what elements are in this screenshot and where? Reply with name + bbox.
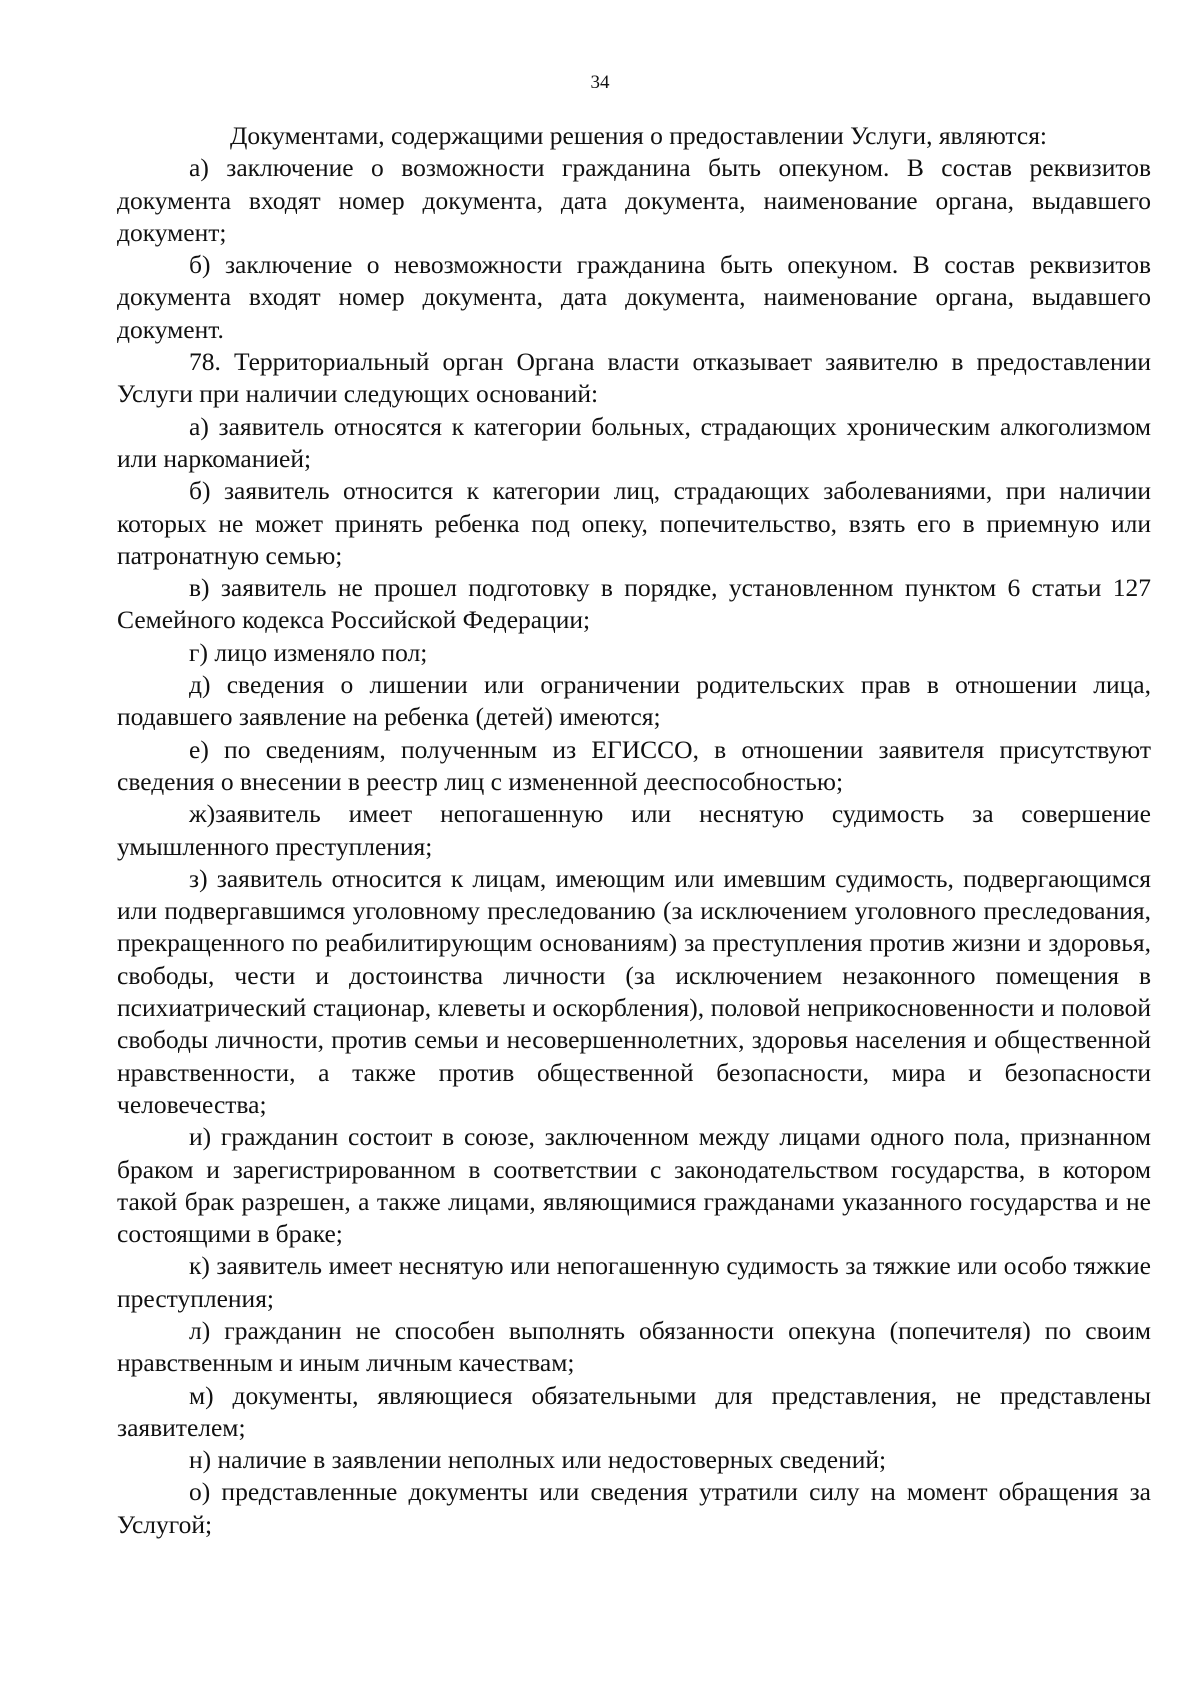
paragraph-ground-e: е) по сведениям, полученным из ЕГИССО, в отношении заявителя присутствуют сведения о внесении в реестр лиц с измененной дееспособностью; <box>117 734 1151 796</box>
paragraph-intro: Документами, содержащими решения о предоставлении Услуги, являются: <box>230 121 1048 150</box>
paragraph-ground-b: б) заявитель относится к категории лиц, страдающих заболеваниями, при наличии которых не может принять ребенка под опеку, попечительство, взять его в приемную или патронатную семью; <box>117 476 1151 570</box>
paragraph-ground-d: д) сведения о лишении или ограничении родительских прав в отношении лица, подавшего заявление на ребенка (детей) имеются; <box>117 670 1151 732</box>
paragraph-ground-g: г) лицо изменяло пол; <box>189 637 428 667</box>
paragraph-item-a-possibility: а) заключение о возможности гражданина быть опекуном. В состав реквизитов документа входят номер документа, дата документа, наименование органа, выдавшего документ; <box>117 153 1151 247</box>
paragraph-ground-o: о) представленные документы или сведения утратили силу на момент обращения за Услугой; <box>117 1477 1151 1539</box>
paragraph-ground-a: а) заявитель относятся к категории больных, страдающих хроническим алкоголизмом или наркоманией; <box>117 411 1151 473</box>
paragraph-ground-n: н) наличие в заявлении неполных или недостоверных сведений; <box>189 1445 887 1475</box>
paragraph-ground-z: з) заявитель относится к лицам, имеющим или имевшим судимость, подвергающимся или подвергавшимся уголовному преследованию (за исключением уголовного преследования, прекращенного по реабилитирующим основаниям) за преступления против жизни и здоровья, свободы, чести и достоинства личности (за исключением незаконного помещения в психиатрический стационар, клеветы и оскорбления), половой неприкосновенности и половой свободы личности, против семьи и несовершеннолетних, здоровья населения и общественной нравственности, а также против общественной безопасности, мира и безопасности человечества; <box>117 863 1151 1119</box>
paragraph-clause-78: 78. Территориальный орган Органа власти отказывает заявителю в предоставлении Услуги при наличии следующих оснований: <box>117 347 1151 409</box>
document-body <box>117 120 1151 1541</box>
paragraph-ground-v: в) заявитель не прошел подготовку в порядке, установленном пунктом 6 статьи 127 Семейного кодекса Российской Федерации; <box>117 573 1151 635</box>
page-number: 34 <box>590 72 610 93</box>
paragraph-ground-k: к) заявитель имеет неснятую или непогашенную судимость за тяжкие или особо тяжкие преступления; <box>117 1251 1151 1313</box>
paragraph-item-b-impossibility: б) заключение о невозможности гражданина быть опекуном. В состав реквизитов документа входят номер документа, дата документа, наименование органа, выдавшего документ. <box>117 250 1151 344</box>
paragraph-ground-i: и) гражданин состоит в союзе, заключенном между лицами одного пола, признанном браком и зарегистрированном в соответствии с законодательством государства, в котором такой брак разрешен, а также лицами, являющимися гражданами указанного государства и не состоящими в браке; <box>117 1122 1151 1249</box>
paragraph-ground-zh: ж)заявитель имеет непогашенную или неснятую судимость за совершение умышленного преступления; <box>117 799 1151 861</box>
paragraph-ground-l: л) гражданин не способен выполнять обязанности опекуна (попечителя) по своим нравственным и иным личным качествам; <box>117 1315 1151 1378</box>
paragraph-ground-m: м) документы, являющиеся обязательными для представления, не представлены заявителем; <box>117 1380 1151 1442</box>
